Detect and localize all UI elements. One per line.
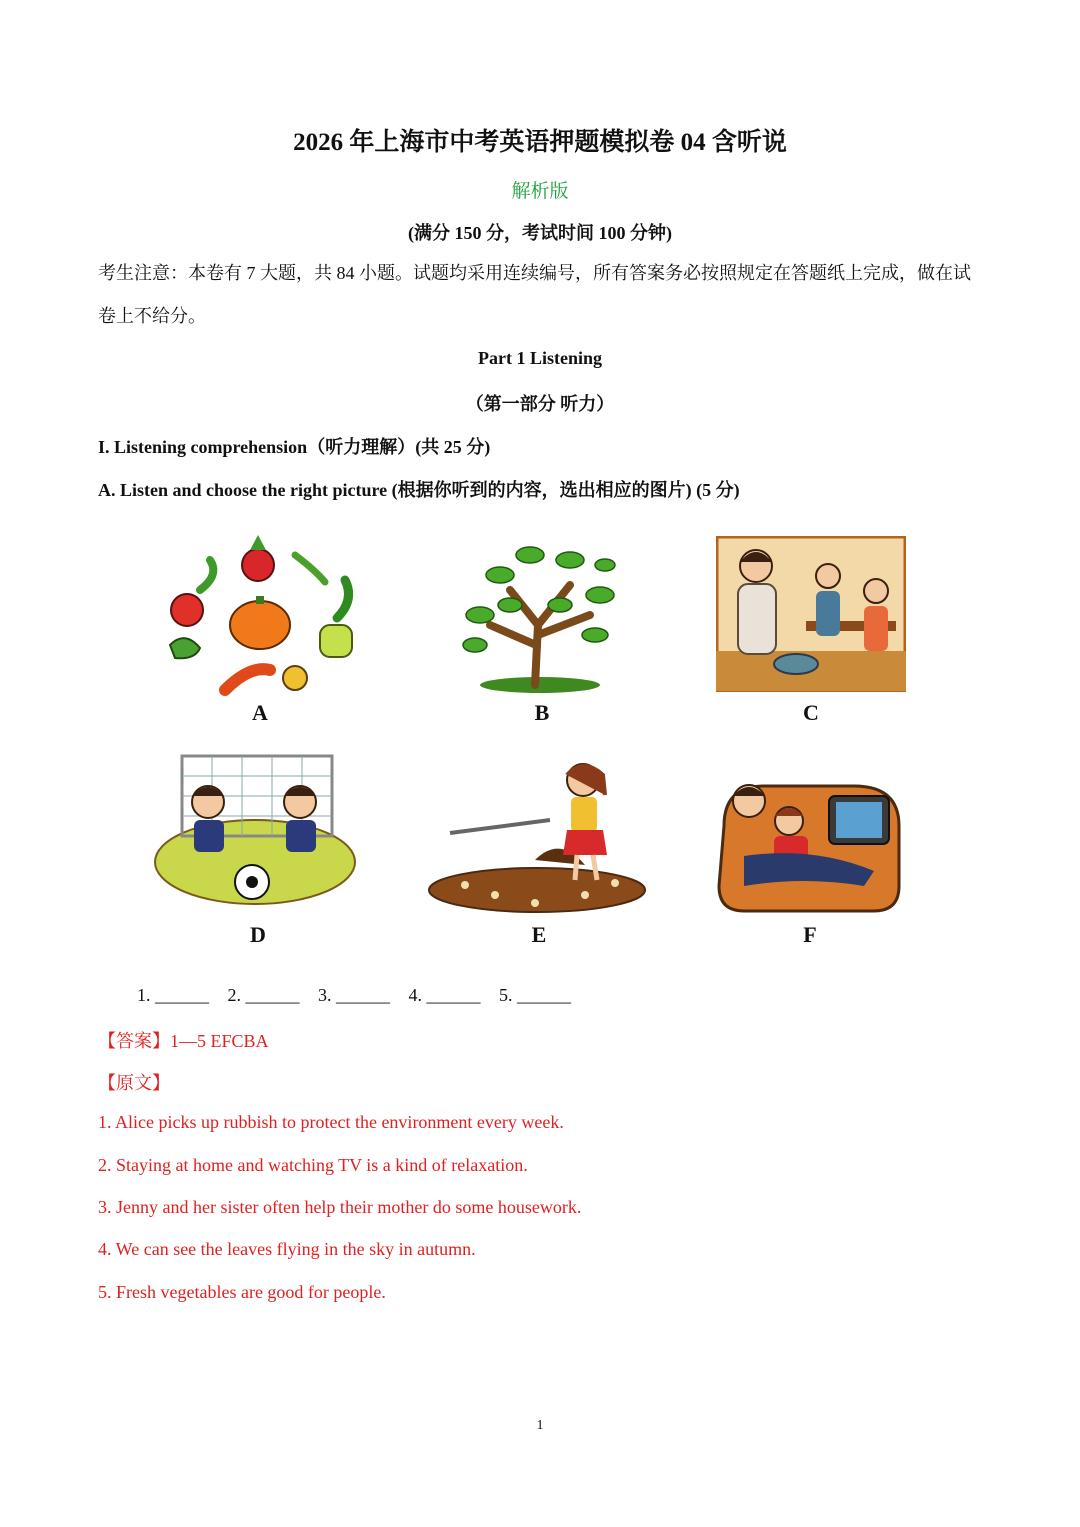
answer-text: 1—5 EFCBA (170, 1031, 269, 1051)
blank-5[interactable]: 5. ______ (499, 985, 571, 1005)
answer-label: 【答案】 (98, 1031, 170, 1051)
transcript-line-3: 3. Jenny and her sister often help their mother do some housework. (98, 1197, 582, 1217)
watching-tv-icon (714, 766, 904, 916)
picture-label-b: B (534, 700, 550, 725)
page-title: 2026 年上海市中考英语押题模拟卷 04 含听说 (293, 129, 787, 156)
picture-label-f: F (803, 922, 817, 947)
answer-line (98, 1027, 269, 1053)
picture-label-d: D (250, 922, 266, 947)
transcript-label: 【原文】 (98, 1073, 170, 1093)
transcript-line-2: 2. Staying at home and watching TV is a kind of relaxation. (98, 1155, 528, 1175)
edition-subtitle: 解析版 (511, 181, 569, 202)
part-subtitle: （第一部分 听力） (465, 394, 615, 414)
blank-2[interactable]: 2. ______ (227, 985, 300, 1005)
blank-1[interactable]: 1. ______ (137, 985, 209, 1005)
transcript-line-1: 1. Alice picks up rubbish to protect the environment every week. (98, 1112, 564, 1132)
transcript-line-5: 5. Fresh vegetables are good for people. (98, 1282, 386, 1302)
picking-rubbish-icon (425, 755, 650, 915)
transcript-line-4: 4. We can see the leaves flying in the sky in autumn. (98, 1239, 476, 1259)
vegetables-icon (155, 530, 365, 700)
blank-4[interactable]: 4. ______ (408, 985, 481, 1005)
picture-label-c: C (803, 700, 819, 725)
exam-notice: 考生注意：本卷有 7 大题，共 84 小题。试题均采用连续编号，所有答案务必按照规定在答题纸上完成，做在试卷上不给分。 (98, 263, 971, 326)
housework-icon (716, 536, 906, 692)
section-heading: I. Listening comprehension（听力理解）(共 25 分) (98, 437, 491, 457)
page-number: 1 (536, 1418, 544, 1433)
part-title: Part 1 Listening (478, 348, 602, 368)
answer-blanks (137, 985, 585, 1006)
tree-icon (450, 535, 630, 695)
score-info: (满分 150 分，考试时间 100 分钟) (408, 223, 672, 243)
subsection-heading: A. Listen and choose the right picture (根据你听到的内容，选出相应的图片) (5 分) (98, 480, 740, 500)
picture-label-e: E (531, 922, 547, 947)
blank-3[interactable]: 3. ______ (318, 985, 390, 1005)
football-icon (150, 752, 365, 912)
picture-label-a: A (252, 700, 268, 725)
